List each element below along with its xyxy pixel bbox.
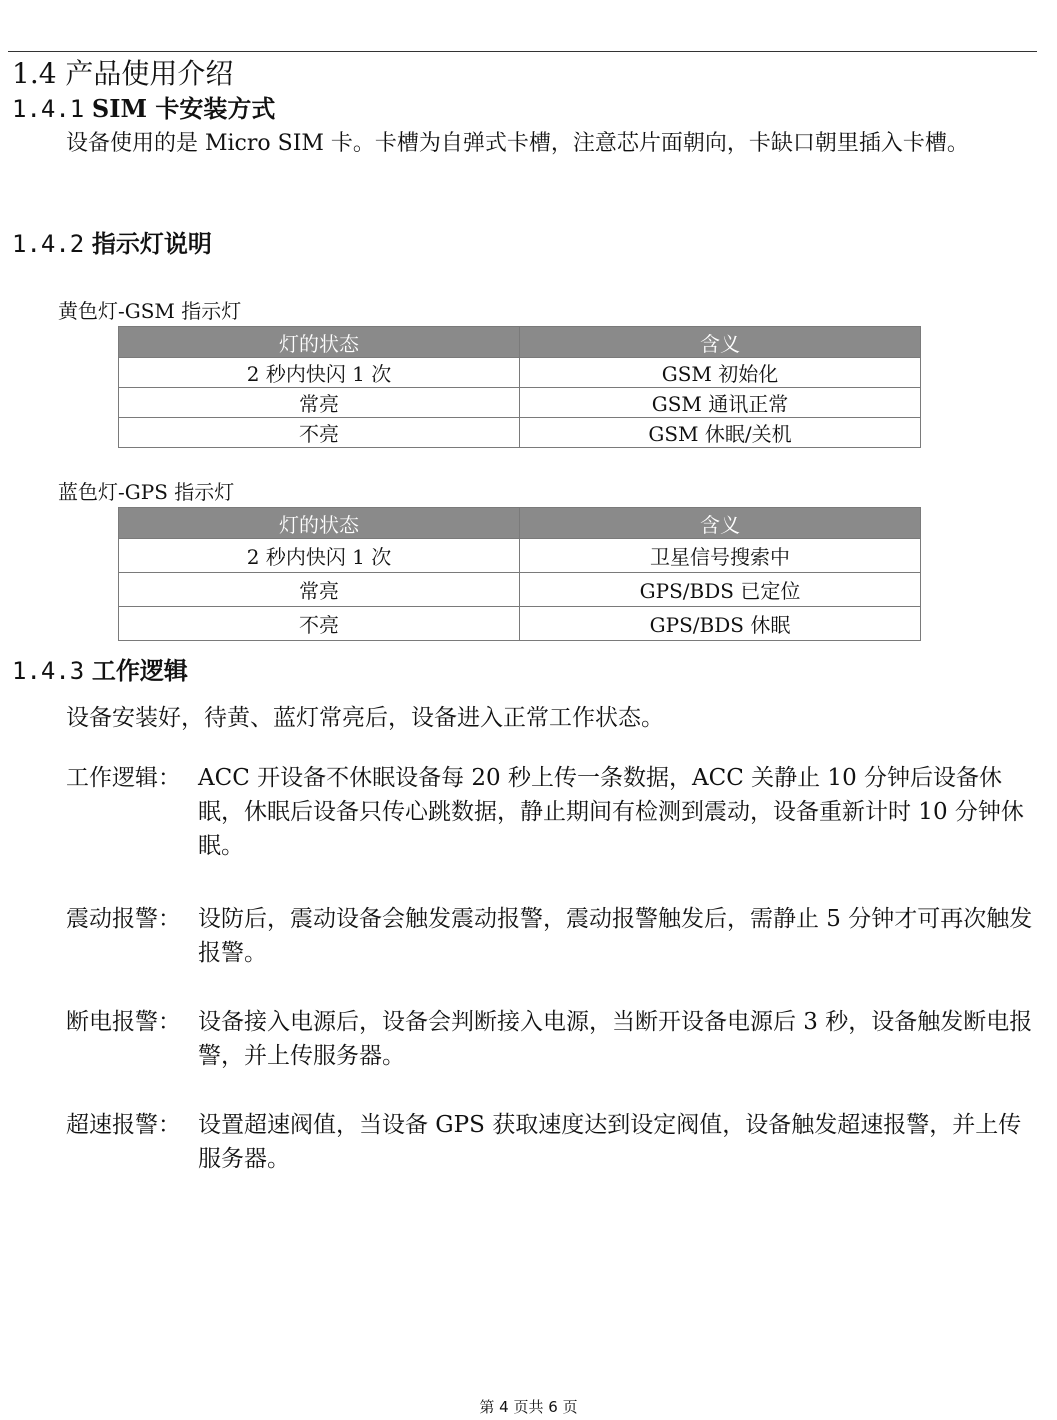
item-label: 断电报警： [66, 1009, 181, 1035]
section-title-1-4: 1.4 产品使用介绍 [12, 57, 234, 90]
item-label: 超速报警： [66, 1112, 181, 1138]
item-text: 设防后，震动设备会触发震动报警，震动报警触发后，需静止 5 分钟才可再次触发报警。 [198, 906, 1033, 966]
section-heading-1-4-2 [12, 229, 212, 259]
item-text: 设备接入电源后，设备会判断接入电源，当断开设备电源后 3 秒，设备触发断电报警，并上传服务器。 [198, 1009, 1033, 1069]
table-row [119, 539, 921, 573]
table-row [119, 418, 921, 448]
table-cell: 不亮 [119, 418, 520, 448]
table-cell: GPS/BDS 休眠 [520, 607, 921, 641]
table-cell: GSM 初始化 [520, 358, 921, 388]
blue-led-caption: 蓝色灯-GPS 指示灯 [58, 480, 235, 504]
column-header: 灯的状态 [119, 508, 520, 539]
section-number: 1.4.1 [12, 95, 85, 123]
item-text: 设置超速阀值，当设备 GPS 获取速度达到设定阀值，设备触发超速报警，并上传服务器。 [198, 1112, 1022, 1172]
power-cut-alarm-item [66, 1005, 1036, 1073]
table-row [119, 573, 921, 607]
page-number-footer: 第 4 页共 6 页 [479, 1398, 578, 1416]
table-header-row [119, 508, 921, 539]
sim-install-paragraph: 设备使用的是 Micro SIM 卡。卡槽为自弹式卡槽，注意芯片面朝向，卡缺口朝里插入卡槽。 [66, 131, 969, 156]
yellow-led-table [118, 326, 921, 448]
blue-led-table [118, 507, 921, 641]
table-cell: 卫星信号搜索中 [520, 539, 921, 573]
section-number: 1.4.2 [12, 230, 85, 258]
column-header: 含义 [520, 508, 921, 539]
work-logic-item [66, 761, 1036, 863]
table-row [119, 358, 921, 388]
item-label: 震动报警： [66, 906, 181, 932]
column-header: 灯的状态 [119, 327, 520, 358]
column-header: 含义 [520, 327, 921, 358]
item-text: ACC 开设备不休眠设备每 20 秒上传一条数据，ACC 关静止 10 分钟后设备休眠，休眠后设备只传心跳数据，静止期间有检测到震动，设备重新计时 10 分钟休眠。 [198, 765, 1024, 859]
table-cell: GSM 通讯正常 [520, 388, 921, 418]
overspeed-alarm-item [66, 1108, 1036, 1176]
item-label: 工作逻辑： [66, 765, 181, 791]
table-header-row [119, 327, 921, 358]
table-cell: 2 秒内快闪 1 次 [119, 539, 520, 573]
table-cell: 2 秒内快闪 1 次 [119, 358, 520, 388]
section-title: SIM 卡安装方式 [91, 94, 276, 123]
yellow-led-caption: 黄色灯-GSM 指示灯 [58, 299, 242, 323]
table-row [119, 607, 921, 641]
section-heading-1-4-1 [12, 94, 275, 124]
table-cell: 常亮 [119, 388, 520, 418]
table-row [119, 388, 921, 418]
section-title: 工作逻辑 [91, 656, 188, 685]
section-title: 指示灯说明 [91, 229, 212, 258]
table-cell: GPS/BDS 已定位 [520, 573, 921, 607]
section-number: 1.4.3 [12, 657, 85, 685]
table-cell: GSM 休眠/关机 [520, 418, 921, 448]
vibration-alarm-item [66, 902, 1036, 970]
table-cell: 不亮 [119, 607, 520, 641]
section-heading-1-4-3 [12, 656, 188, 686]
header-rule [8, 51, 1037, 52]
table-cell: 常亮 [119, 573, 520, 607]
work-logic-intro: 设备安装好，待黄、蓝灯常亮后，设备进入正常工作状态。 [66, 705, 664, 731]
